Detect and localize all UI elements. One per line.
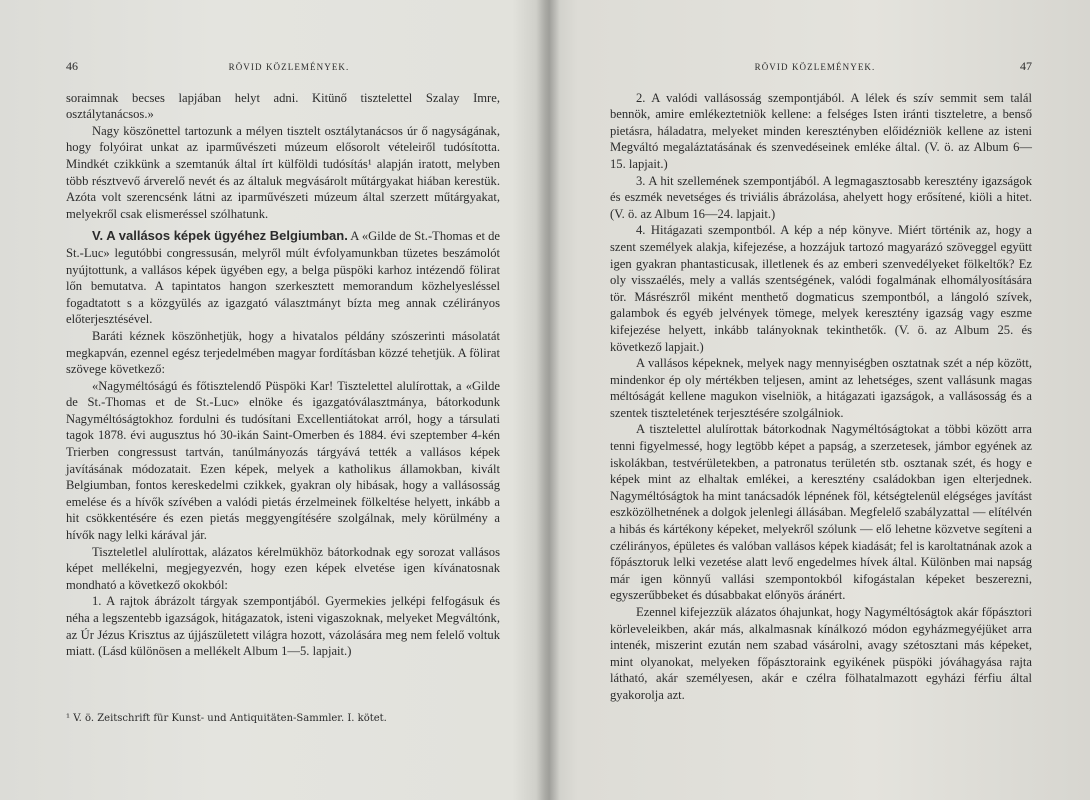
right-paragraph-1: 2. A valódi vallásosság szempontjából. A lélek és szív semmit sem talál bennök, amire emlékeztetniök kellene: a felséges Isten iránti tiszteletre, a benső pietásra, háladatra, melyeket minden keresztényben előidézniök kellene az isteni Megváltó megaláztatásának és szenvedéseinek emléke által. (V. ö. az Album 6—15. lapjait.) [610,90,1032,171]
section-title: A vallásos képek ügyéhez Belgiumban. [106,228,348,244]
section-number: V. [92,228,104,244]
section-heading [66,228,500,328]
right-page [610,58,1032,704]
right-paragraph-4: A vallásos képeknek, melyek nagy mennyiségben osztatnak szét a nép között, mindenkor ép oly mértékben teljesen, amint az lehetséges, szent vallásunk magas méltóságát kellene magukon viselniök, a hitágazati igazságok, a vallásosság és a szentek tiszteletének terjesztésére szolgálniok. [610,356,1032,420]
right-running-head-title: RÖVID KÖZLEMÉNYEK. [754,62,876,72]
left-paragraph-4: «Nagyméltóságú és főtisztelendő Püspöki Kar! Tisztelettel alulírottak, a «Gilde de St.-Thomas et de St.-Luc» elnöke és igazgatóválasztmánya, bátorkodunk Nagyméltóságtokhoz fordulni és tudósítani Excellentiátokat arról, hogy a társulati tagok 1878. évi augusztus hó 30-ikán Saint-Omerben és 1884. évi szeptember 4-kén Trierben congressust tartván, tanúlmányozás tárgyává tették a vallásos képek javításának módozatait. Ezen képek, melyek a katholikus államokban, kivált Belgiumban, fontos kereskedelmi czikkek, gyakran oly hibásak, hogy a vallásosság emelése és a hívők szívében a valódi pietás érzelmeinek fölkeltése helyett, inkább a hit csökkentésére és ezen pietás meggyengítésére szolgálnak, mely körülmény a hívők nagy lelki kárával jár. [66,378,500,543]
book-gutter [536,0,560,800]
left-paragraph-5: Tiszteletlel alulírottak, alázatos kérelmükhöz bátorkodnak egy sorozat vallásos képet mellékelni, megjegyezvén, hogy ezen képek elvetése igen kívánatosnak mondható a következő okokból: [66,544,500,592]
left-running-head-title: RÖVID KÖZLEMÉNYEK. [228,62,350,72]
left-footnote: ¹ V. ö. Zeitschrift für Kunst- und Antiquitäten-Sammler. I. kötet. [66,713,387,724]
left-paragraph-1: soraimnak becses lapjában helyt adni. Kitünő tisztelettel Szalay Imre, osztálytanácsos.» [66,90,500,122]
left-page [66,58,500,660]
right-running-header [610,58,1032,76]
right-paragraph-5: A tisztelettel alulírottak bátorkodnak Nagyméltóságtokat a többi között arra tenni figyelmessé, hogy legtöbb képet a papság, a szerzetesek, jámbor egyének az iskolákban, testvérületekben, a patronatus területén stb. osztanak szét, és hogy e képek mint az elhaltak emlékei, a keresztény családokban igen elterjednek. Nagyméltóságtok ha mint tanácsadók lépnének föl, kétségtelenül elégséges javítást eszközölhetnének a dolgok jelenlegi állásában. Megfelelő szabályzattal — elítélvén a hibás és kártékony képeket, melyekről szólunk — elő lehetne közvetve segíteni a czélirányos, épületes és valóban vallásos képek kiadását; fel is karoltatnának azok a főpásztoruk lelki vezetése alatt levő engedelmes hívek által. Különben mai napság már igen könnyű vallási szempontokból kifogástalan képeket beszerezni, egyszerűbbeket és dúsabbakat előnyös áránért. [610,422,1032,603]
left-paragraph-2: Nagy köszönettel tartozunk a mélyen tisztelt osztálytanácsos úr ő nagyságának, hogy folyóirat unkat az iparművészeti múzeum elősorolt vételeiről tudósította. Mindkét czikkünk a szemtanúk által írt külföldi tudósítás¹ alapján iratott, melyben több résztvevő árverelő nevét és az általuk megvásárolt műtárgyakat hiában kerestük. Azóta volt szerencsénk látni az iparművészeti múzeum által szerzett műtárgyakat, melyekről csak elismeréssel szólhatunk. [66,123,500,221]
left-paragraph-3: Baráti kéznek köszönhetjük, hogy a hivatalos példány szószerinti másolatát megkapván, ezennel egész terjedelmében magyar fordításban közzé tehetjük. A fölirat szövege következő: [66,328,500,377]
left-paragraph-6: 1. A rajtok ábrázolt tárgyak szempontjából. Gyermekies jelképi felfogásuk és néha a legszentebb igazságok, hitágazatok, isteni vigaszoknak, melyeket Megváltónk, az Úr Jézus Krisztus az újjászületett világra hozott, vázolására meg nem felelő voltuk miatt. (Lásd különösen a mellékelt Album 1—5. lapjait.) [66,594,500,659]
left-running-header [66,58,500,76]
left-page-number: 46 [66,59,78,73]
right-paragraph-3: 4. Hitágazati szempontból. A kép a nép könyve. Miért történik az, hogy a szent személyek alakja, kifejezése, a hozzájuk tartozó magyarázó szöveggel együtt igen gyakran phantasticusak, illetlenek és az emberi szenvedélyeket fölkeltők? Ez oly visszaélés, mely a vallás szentségének, valódi fogalmának elhomályosítására tör. Másrészről miként menthető dogmaticus szempontból, a lángoló szívek, galambok és egyéb jelvények tömege, melyek keresztény igazság vagy eszme kifejezése helyett, inkább talányoknak tekinthetők. (V. ö. az Album 25. és következő lapjait.) [610,223,1032,354]
right-paragraph-2: 3. A hit szellemének szempontjából. A legmagasztosabb keresztény igazságok és eszmék nevetséges és triviális ábrázolása, ahelyett hogy erősítené, kiöli a hitet. (V. ö. az Album 16—24. lapjait.) [610,173,1032,221]
section-text: A «Gilde de St.-Thomas et de St.-Luc» legutóbbi congressusán, melyről múlt évfolyamunkban tüzetes beszámolót nyújtottunk, a vallásos képek ügyében egy, a belga püspöki karhoz intézendő fölirat lőn bemutatva. A tapintatos hangon szerkesztett memorandum közhelyesléssel fogadtatott s a közgyülés az igazgató választmányt bízta meg annak czélirányos előterjesztésével. [66,229,500,327]
right-paragraph-6: Ezennel kifejezzük alázatos óhajunkat, hogy Nagyméltóságtok akár főpásztori körleveleikben, akár más, alkalmasnak kínálkozó módon egyházmegyéjüket arra intenék, miszerint ezután nem szabad vásárolni, avagy szétosztani más képeket, mint olyanokat, melyeken főpásztoraink egyikének püspöki jóváhagyása rajta látható, akár személyesen, akár e czélra fölhatalmazott egyházi férfiu által gyakorolja azt. [610,605,1032,702]
right-page-number: 47 [1020,59,1032,73]
